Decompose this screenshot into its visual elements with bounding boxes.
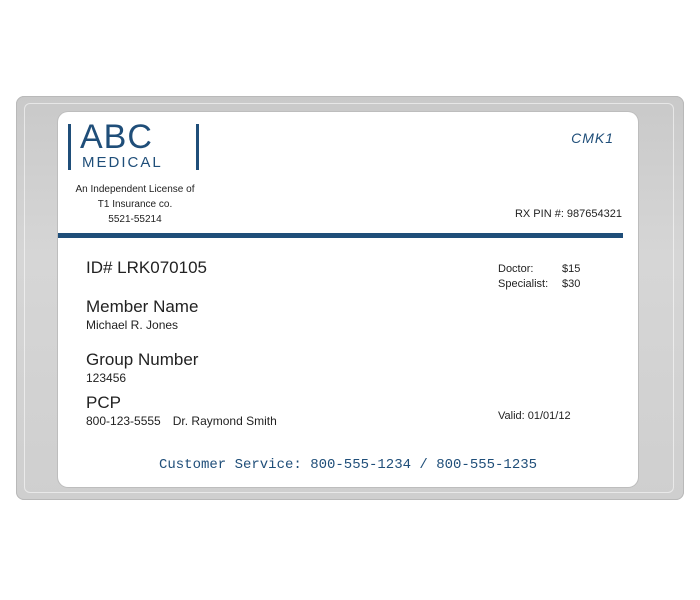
copay-doctor-value: $15 xyxy=(562,263,581,275)
copay-doctor-row xyxy=(498,262,580,277)
valid-date: Valid: 01/01/12 xyxy=(498,410,571,422)
copay-doctor-label: Doctor: xyxy=(498,263,534,275)
group-number-value: 123456 xyxy=(86,371,127,385)
license-block xyxy=(65,182,205,227)
copay-block xyxy=(498,262,580,292)
rx-pin: RX PIN #: 987654321 xyxy=(514,208,622,220)
logo-bar-right xyxy=(196,124,199,170)
license-line-2: T1 Insurance co. xyxy=(97,199,173,210)
logo-medical-text: MEDICAL xyxy=(82,154,163,171)
pcp-phone: 800-123-5555 xyxy=(86,414,161,428)
copay-specialist-label: Specialist: xyxy=(498,278,549,290)
member-name-title: Member Name xyxy=(86,297,199,316)
customer-service-line: Customer Service: 800-555-1234 / 800-555-1235 xyxy=(158,457,538,473)
header-divider xyxy=(58,233,623,238)
logo-bar-left xyxy=(68,124,71,170)
member-name-value: Michael R. Jones xyxy=(86,318,179,332)
plan-code: CMK1 xyxy=(571,130,614,146)
member-id: ID# LRK070105 xyxy=(86,258,207,277)
pcp-doctor: Dr. Raymond Smith xyxy=(172,414,277,428)
copay-specialist-row xyxy=(498,277,580,292)
pcp-value xyxy=(86,414,277,428)
logo-abc-text: ABC xyxy=(80,118,153,156)
company-logo xyxy=(68,118,198,174)
group-number-title: Group Number xyxy=(86,350,199,369)
license-line-1: An Independent License of xyxy=(75,184,195,195)
copay-specialist-value: $30 xyxy=(562,278,581,290)
pcp-title: PCP xyxy=(86,393,121,412)
license-line-3: 5521-55214 xyxy=(108,214,162,225)
insurance-card xyxy=(58,112,638,487)
